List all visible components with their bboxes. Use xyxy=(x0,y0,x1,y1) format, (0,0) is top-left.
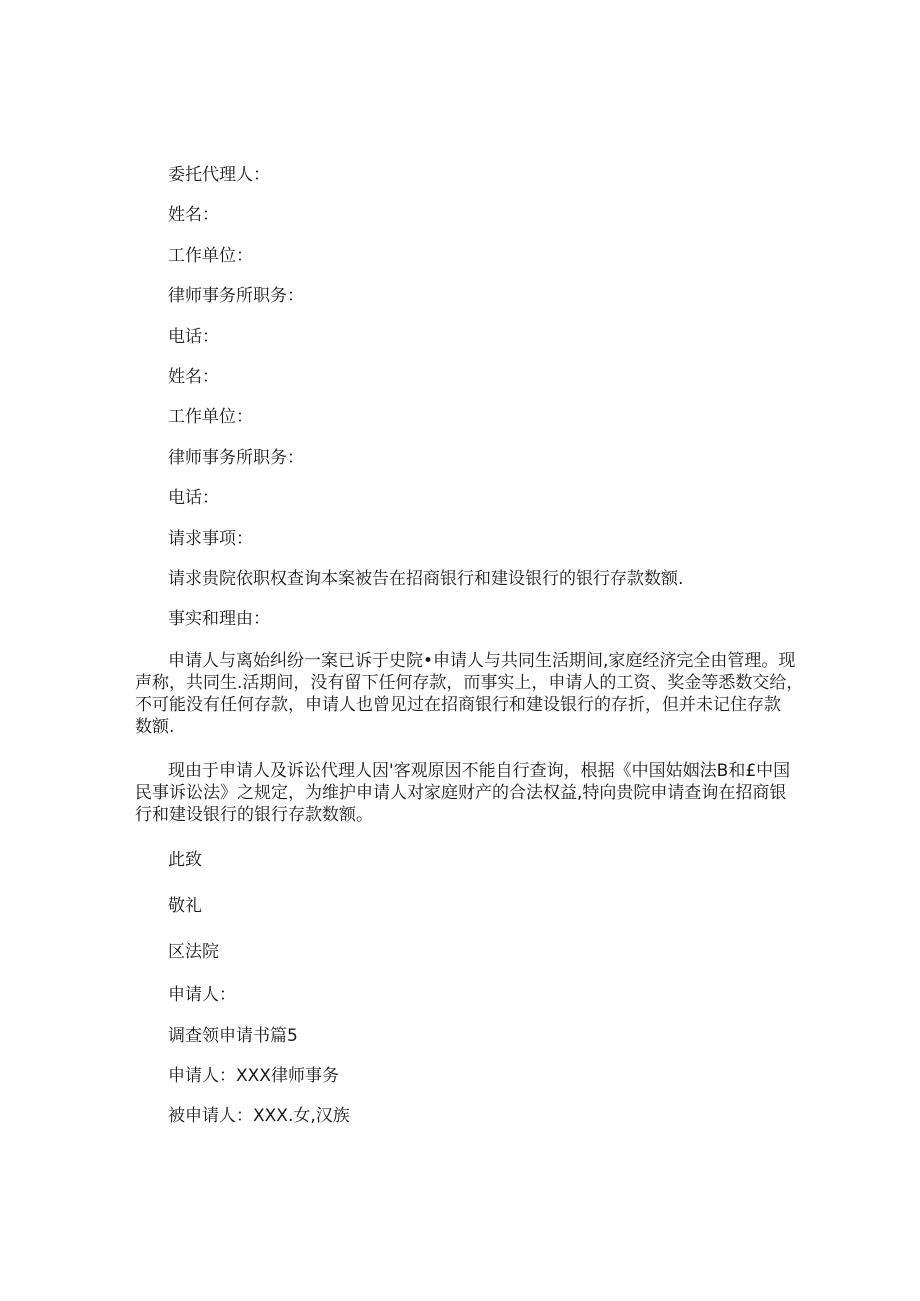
facts-paragraph-line: 声称，共同生.活期间，没有留下任何存款，而事实上，申请人的工资、奖金等悉数交给， xyxy=(135,673,804,693)
law-firm-position-label-1: 律师事务所职务： xyxy=(168,286,304,306)
reason-paragraph-line: 行和建设银行的银行存款数额。 xyxy=(135,805,373,825)
reason-paragraph xyxy=(135,760,803,826)
facts-reasons-heading: 事实和理由： xyxy=(168,609,270,629)
workplace-label-1: 工作单位： xyxy=(168,246,253,266)
reason-paragraph-line: 现由于申请人及诉讼代理人因'客观原因不能自行查询，根据《中国姑姻法B和£中国 xyxy=(168,761,791,781)
court-name: 区法院 xyxy=(168,942,219,962)
workplace-label-2: 工作单位： xyxy=(168,407,253,427)
salutation-cizhi: 此致 xyxy=(168,850,202,870)
section-title: 调查领申请书篇5 xyxy=(168,1026,298,1046)
phone-label-1: 电话： xyxy=(168,327,219,347)
name-label-2: 姓名： xyxy=(168,367,219,387)
facts-paragraph-line: 数额. xyxy=(135,717,175,737)
facts-paragraph-line: 申请人与离始纠纷一案已诉于史院•申请人与共同生活期间,家庭经济完全由管理。现 xyxy=(168,651,796,671)
salutation-jingli: 敬礼 xyxy=(168,896,202,916)
facts-paragraph-line: 不可能没有任何存款，申请人也曾见过在招商银行和建设银行的存折，但并未记住存款 xyxy=(135,695,781,715)
request-items-heading: 请求事项： xyxy=(168,529,253,549)
reason-paragraph-line: 民事诉讼法》之规定，为维护申请人对家庭财产的合法权益,特向贵院申请查询在招商银 xyxy=(135,783,787,803)
applicant-label: 申请人：XXX律师事务 xyxy=(168,1066,339,1086)
request-items-text: 请求贵院依职权查询本案被告在招商银行和建设银行的银行存款数额. xyxy=(168,569,684,589)
facts-paragraph xyxy=(135,650,803,738)
agent-label: 委托代理人： xyxy=(168,165,270,185)
law-firm-position-label-2: 律师事务所职务： xyxy=(168,448,304,468)
respondent-label: 被申请人：XXX.女,汉族 xyxy=(168,1106,350,1126)
name-label-1: 姓名： xyxy=(168,205,219,225)
phone-label-2: 电话： xyxy=(168,488,219,508)
applicant-signature-label: 申请人： xyxy=(168,985,236,1005)
